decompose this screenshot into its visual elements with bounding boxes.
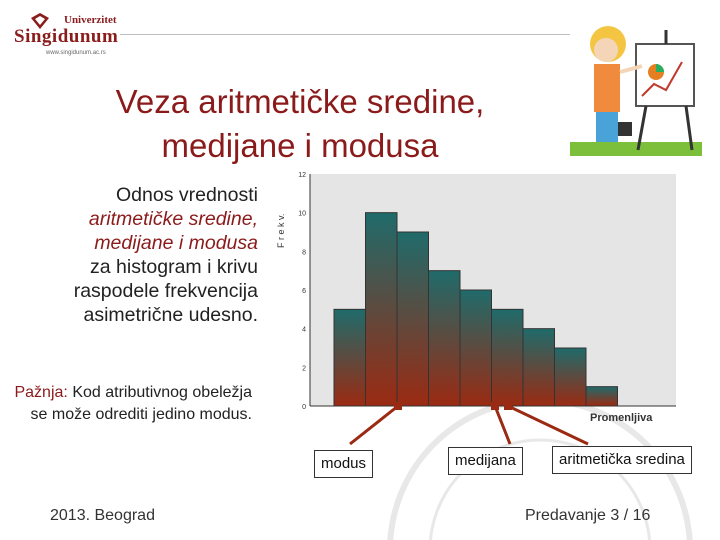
description-text: [8, 183, 258, 327]
histogram-bar: [366, 213, 398, 406]
histogram-bar: [586, 387, 618, 406]
histogram-bar: [429, 271, 461, 406]
x-axis-label: Promenljiva: [590, 412, 653, 424]
histogram-bar: [523, 329, 555, 406]
logo-text-top: Univerzitet: [64, 14, 117, 26]
description-part1: Odnos vrednosti: [116, 184, 258, 206]
university-logo[interactable]: [6, 12, 124, 58]
y-tick-label: 8: [302, 249, 306, 257]
footer-location: 2013. Beograd: [50, 507, 155, 524]
histogram-bar: [555, 348, 587, 406]
mean-arrow: [508, 406, 588, 444]
header-divider: [120, 34, 570, 35]
histogram-bar: [334, 309, 366, 406]
y-tick-label: 0: [302, 404, 306, 411]
histogram-bar: [397, 232, 429, 406]
slide-title: [60, 80, 540, 168]
slide-title-line1: Veza aritmetičke sredine,: [115, 83, 485, 120]
modus-arrow: [350, 406, 398, 444]
y-tick-label: 12: [298, 172, 306, 179]
presenter-clipart-icon: [566, 10, 706, 160]
histogram-bar: [460, 290, 492, 406]
footer-page-number: Predavanje 3 / 16: [525, 507, 651, 524]
histogram-bar: [492, 309, 524, 406]
description-italic2: medijane i modusa: [94, 232, 258, 254]
medijana-callout: medijana: [448, 447, 523, 475]
y-tick-label: 4: [302, 326, 306, 334]
y-tick-label: 10: [298, 210, 306, 218]
logo-text-url: www.singidunum.ac.rs: [46, 50, 106, 56]
note-body: Kod atributivnog obeležja se može odrediti jedino modus.: [30, 384, 252, 423]
histogram-chart: [270, 168, 690, 468]
mean-callout: aritmetička sredina: [552, 446, 692, 474]
y-tick-label: 2: [302, 365, 306, 373]
description-italic1: aritmetičke sredine,: [88, 208, 258, 230]
note-text: [8, 382, 252, 425]
description-part2: za histogram i krivu raspodele frekvencija asimetrične udesno.: [73, 256, 258, 326]
note-label: Pažnja:: [14, 384, 68, 401]
y-axis-label: F r e k v.: [276, 213, 286, 248]
medijana-arrow: [495, 406, 510, 444]
slide-title-line2: medijane i modusa: [161, 127, 439, 164]
y-tick-label: 6: [302, 288, 306, 295]
modus-callout: modus: [314, 450, 373, 478]
logo-text-main: Singidunum: [14, 26, 119, 47]
